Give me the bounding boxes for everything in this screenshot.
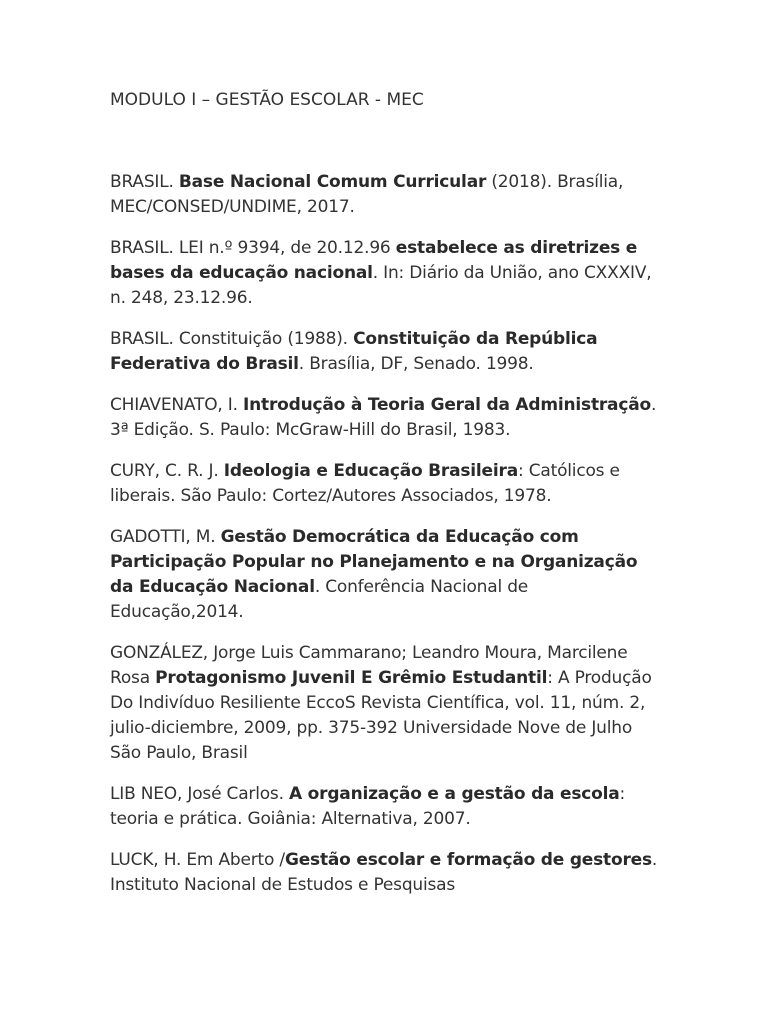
reference-work-title: Introdução à Teoria Geral da Administração [243, 395, 651, 415]
reference-work-title: estabelece as diretrizes e bases da educação nacional [110, 238, 638, 283]
reference-entry [110, 525, 660, 625]
reference-entry [110, 848, 660, 898]
reference-text: LIB NEO, José Carlos. [110, 784, 289, 804]
reference-text: GADOTTI, M. [110, 527, 221, 547]
reference-entry [110, 459, 660, 509]
reference-text: : teoria e prática. Goiânia: Alternativa, 2007. [110, 784, 626, 829]
reference-work-title: A organização e a gestão da escola [289, 784, 620, 804]
reference-text: (2018). Brasília, MEC/CONSED/UNDIME, 2017. [110, 172, 624, 217]
reference-work-title: Protagonismo Juvenil E Grêmio Estudantil [155, 668, 548, 688]
reference-work-title: Ideologia e Educação Brasileira [223, 461, 518, 481]
reference-text: GONZÁLEZ, Jorge Luis Cammarano; Leandro Moura, Marcilene Rosa [110, 643, 628, 688]
reference-text: BRASIL. [110, 172, 179, 192]
reference-text: . 3ª Edição. S. Paulo: McGraw-Hill do Brasil, 1983. [110, 395, 657, 440]
reference-work-title: Gestão Democrática da Educação com Participação Popular no Planejamento e na Organização da Educação Nacional [110, 527, 638, 597]
reference-work-title: Constituição da República Federativa do Brasil [110, 329, 598, 374]
reference-list [110, 170, 660, 898]
reference-text: . Brasília, DF, Senado. 1998. [298, 354, 534, 374]
reference-entry [110, 236, 660, 311]
reference-text: CHIAVENATO, I. [110, 395, 244, 415]
reference-text: . In: Diário da União, ano CXXXIV, n. 248, 23.12.96. [110, 263, 652, 308]
document-title: MODULO I – GESTÃO ESCOLAR - MEC [110, 90, 424, 110]
reference-entry [110, 327, 660, 377]
reference-text: BRASIL. LEI n.º 9394, de 20.12.96 [110, 238, 396, 258]
reference-entry [110, 782, 660, 832]
reference-entry [110, 641, 660, 766]
reference-entry [110, 170, 660, 220]
reference-work-title: Gestão escolar e formação de gestores [284, 850, 652, 870]
reference-text: . Instituto Nacional de Estudos e Pesquisas [110, 850, 658, 895]
reference-text: BRASIL. Constituição (1988). [110, 329, 354, 349]
reference-text: : Católicos e liberais. São Paulo: Cortez/Autores Associados, 1978. [110, 461, 620, 506]
reference-text: : A Produção Do Indivíduo Resiliente EccoS Revista Científica, vol. 11, núm. 2, julio-diciembre, 2009, pp. 375-392 Universidade Nove de Julho São Paulo, Brasil [110, 668, 652, 763]
reference-work-title: Base Nacional Comum Curricular [178, 172, 487, 192]
reference-text: CURY, C. R. J. [110, 461, 224, 481]
reference-text: LUCK, H. Em Aberto / [110, 850, 285, 870]
reference-entry [110, 393, 660, 443]
reference-text: . Conferência Nacional de Educação,2014. [110, 577, 529, 622]
document-page [110, 88, 660, 914]
